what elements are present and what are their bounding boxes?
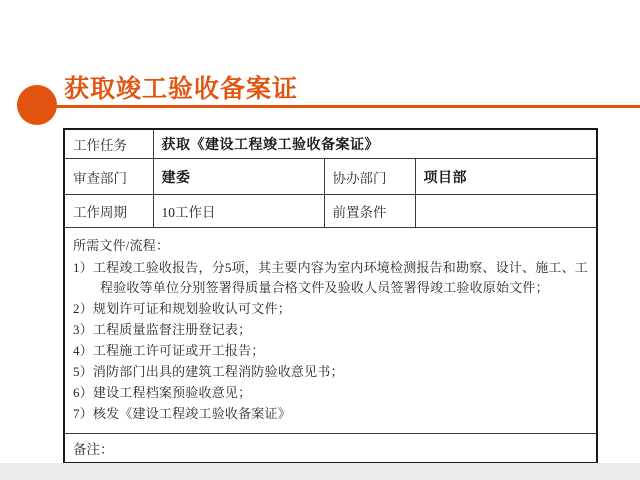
flow-section-cell xyxy=(64,228,597,434)
flow-list-item: 5）消防部门出具的建筑工程消防验收意见书； xyxy=(73,364,344,379)
work-cycle-label: 工作周期 xyxy=(64,195,153,228)
table-row-note xyxy=(64,434,597,464)
flow-list-item: 2）规划许可证和规划验收认可文件； xyxy=(73,301,291,316)
precondition-label: 前置条件 xyxy=(324,195,415,228)
flow-list-item: 6）建设工程档案预验收意见； xyxy=(73,385,252,400)
table-row-flow xyxy=(64,228,597,434)
title-underline xyxy=(56,105,640,108)
flow-list-item: 4）工程施工许可证或开工报告； xyxy=(73,343,265,358)
work-task-label: 工作任务 xyxy=(64,129,153,159)
assist-dept-label: 协办部门 xyxy=(324,159,415,195)
bullet-dot-icon xyxy=(17,85,57,125)
review-dept-value: 建委 xyxy=(153,159,324,195)
work-task-value: 获取《建设工程竣工验收备案证》 xyxy=(153,129,597,159)
table-row-departments xyxy=(64,159,597,195)
flow-list-item: 7）核发《建设工程竣工验收备案证》 xyxy=(73,406,291,421)
table-row-cycle xyxy=(64,195,597,228)
assist-dept-value: 项目部 xyxy=(415,159,597,195)
note-label: 备注： xyxy=(64,434,597,464)
flow-list-item: 1）工程竣工验收报告，分5项，其主要内容为室内环境检测报告和勘察、设计、施工、工程验收等单位分别签署得质量合格文件及验收人员签署得竣工验收原始文件； xyxy=(73,260,589,295)
table-row-task xyxy=(64,129,597,159)
review-dept-label: 审查部门 xyxy=(64,159,153,195)
page-title: 获取竣工验收备案证 xyxy=(64,75,299,103)
work-cycle-value: 10工作日 xyxy=(153,195,324,228)
task-table xyxy=(63,128,598,464)
bottom-strip xyxy=(0,463,640,480)
flow-list xyxy=(73,258,596,424)
flow-section-title: 所需文件/流程： xyxy=(73,238,170,253)
flow-list-item: 3）工程质量监督注册登记表； xyxy=(73,322,252,337)
precondition-value xyxy=(415,195,597,228)
